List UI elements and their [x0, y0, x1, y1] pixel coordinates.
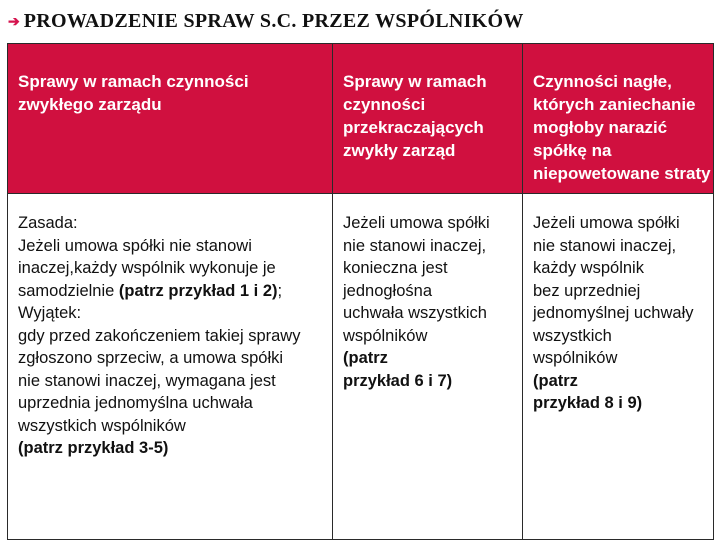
header-beyond-ordinary	[333, 44, 523, 194]
cell-line: Jeżeli umowa spółki	[343, 214, 490, 232]
cell-line: bez uprzedniej	[533, 281, 641, 300]
cell-line: wspólników	[533, 349, 618, 367]
cell-line: nie stanowi inaczej,	[533, 236, 677, 255]
example-ref: (patrz przykład 1 i 2)	[118, 281, 278, 300]
page-title: PROWADZENIE SPRAW S.C. PRZEZ WSPÓLNIKÓW	[23, 9, 524, 32]
example-ref: przykład 8 i 9)	[533, 394, 643, 412]
management-table	[7, 43, 714, 540]
header-row	[8, 44, 714, 194]
header-line: niepowetowane straty	[533, 164, 711, 183]
arrow-marker-icon: ➔	[8, 12, 20, 29]
cell-beyond-ordinary	[333, 194, 523, 540]
cell-line: nie stanowi inaczej,	[343, 236, 487, 255]
cell-line: Zasada:	[18, 214, 78, 232]
header-line: spółkę na	[533, 141, 612, 160]
header-ordinary-management	[8, 44, 333, 194]
cell-line: Jeżeli umowa spółki	[533, 214, 680, 232]
cell-line: konieczna jest	[343, 259, 448, 277]
header-line: zwykłego zarządu	[18, 95, 162, 114]
example-ref: przykład 6 i 7)	[343, 371, 453, 390]
title-row	[8, 8, 524, 34]
cell-text: samodzielnie	[18, 281, 119, 300]
cell-line: gdy przed zakończeniem takiej sprawy	[18, 326, 301, 345]
cell-line: Wyjątek:	[18, 304, 82, 322]
body-row	[8, 194, 714, 540]
header-line: Sprawy w ramach	[343, 72, 487, 91]
cell-line: każdy wspólnik	[533, 259, 644, 277]
example-ref: (patrz	[343, 349, 388, 367]
cell-line: Jeżeli umowa spółki nie stanowi	[18, 236, 252, 255]
cell-line: zgłoszono sprzeciw, a umowa spółki	[18, 349, 284, 367]
cell-text: ;	[277, 281, 283, 300]
example-ref: (patrz	[533, 371, 578, 390]
cell-line: uchwała wszystkich	[343, 304, 487, 322]
header-line: mogłoby narazić	[533, 118, 668, 137]
cell-line: inaczej,każdy wspólnik wykonuje je	[18, 259, 276, 277]
header-line: których zaniechanie	[533, 95, 696, 114]
cell-line: nie stanowi inaczej, wymagana jest	[18, 371, 276, 390]
header-line: czynności	[343, 95, 426, 114]
cell-line: wspólników	[343, 326, 428, 345]
cell-line: wszystkich wspólników	[18, 416, 186, 435]
header-line: zwykły zarząd	[343, 141, 456, 160]
example-ref: (patrz przykład 3-5)	[18, 439, 169, 457]
header-line: przekraczających	[343, 118, 484, 137]
cell-line	[18, 280, 322, 303]
header-line: Sprawy w ramach czynności	[18, 72, 249, 91]
cell-line: wszystkich	[533, 326, 612, 345]
cell-ordinary-management	[8, 194, 333, 540]
cell-line: uprzednia jednomyślna uchwała	[18, 394, 253, 412]
cell-urgent-actions	[523, 194, 714, 540]
header-urgent-actions	[523, 44, 714, 194]
cell-line: jednogłośna	[343, 281, 432, 300]
header-line: Czynności nagłe,	[533, 72, 672, 91]
cell-line: jednomyślnej uchwały	[533, 304, 694, 322]
